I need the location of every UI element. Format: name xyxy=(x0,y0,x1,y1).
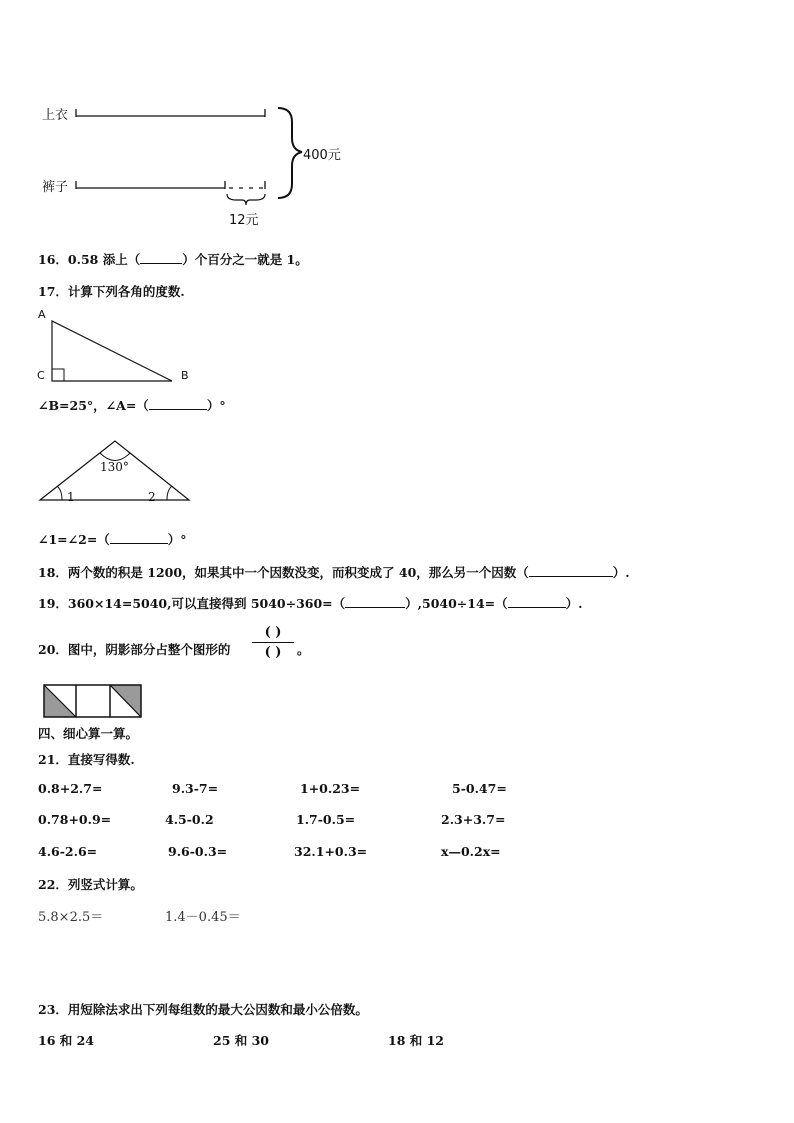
q23-item: 25 和 30 xyxy=(213,1033,269,1048)
q21-item: 1+0.23= xyxy=(300,781,361,796)
q16-suffix: ）个百分之一就是 1。 xyxy=(182,252,308,267)
q21-item: 0.8+2.7= xyxy=(38,781,103,796)
q19-suffix: ）. xyxy=(565,596,583,611)
q21-item: 2.3+3.7= xyxy=(441,812,506,827)
q17-line1-prefix: ∠B=25°，∠A=（ xyxy=(38,398,149,413)
q21-item: 9.6-0.3= xyxy=(168,844,228,859)
q21-item: 0.78+0.9= xyxy=(38,812,112,827)
vertex-a-label: A xyxy=(38,308,46,321)
q19-middle: ）,5040÷14=（ xyxy=(405,596,508,611)
q20-end: 。 xyxy=(297,642,310,657)
q20-numerator: ( ) xyxy=(264,625,282,640)
q22-expression-1: 5.8×2.5＝ xyxy=(38,910,104,925)
pants-label: 裤子 xyxy=(42,180,69,195)
angle-130-label: 130° xyxy=(100,460,129,474)
q16-prefix: 16．0.58 添上（ xyxy=(38,252,141,267)
q21-item: 32.1+0.3= xyxy=(294,844,368,859)
q21-item: 5-0.47= xyxy=(452,781,507,796)
q17-line1-suffix: ）° xyxy=(206,398,226,413)
q19-prefix: 19．360×14=5040,可以直接得到 5040÷360=（ xyxy=(38,596,346,611)
section-4-title: 四、细心算一算。 xyxy=(38,726,139,741)
q23-item: 18 和 12 xyxy=(388,1033,444,1048)
question-17-title: 17．计算下列各角的度数. xyxy=(38,284,185,299)
vertex-b-label: B xyxy=(181,369,189,382)
question-21-title: 21．直接写得数. xyxy=(38,752,135,767)
q20-denominator: ( ) xyxy=(264,645,282,660)
q21-item: 1.7-0.5= xyxy=(296,812,356,827)
angle-2-label: 2 xyxy=(148,490,156,504)
shirt-label: 上衣 xyxy=(42,108,69,123)
q17-line2-prefix: ∠1=∠2=（ xyxy=(38,532,110,547)
q21-item: 4.5-0.2 xyxy=(165,812,214,827)
q22-expression-2: 1.4－0.45＝ xyxy=(165,910,241,925)
question-20-text: 20．图中，阴影部分占整个图形的 xyxy=(38,642,231,657)
q18-suffix: ）. xyxy=(612,565,630,580)
q21-item: x—0.2x= xyxy=(441,844,501,859)
angle-1-label: 1 xyxy=(67,490,75,504)
q18-prefix: 18．两个数的积是 1200，如果其中一个因数没变，而积变成了 40，那么另一个因数（ xyxy=(38,565,529,580)
vertex-c-label: C xyxy=(37,369,45,382)
question-22-title: 22．列竖式计算。 xyxy=(38,877,143,892)
total-price-label: 400元 xyxy=(303,148,341,163)
q21-item: 9.3-7= xyxy=(172,781,219,796)
question-23-title: 23．用短除法求出下列每组数的最大公因数和最小公倍数。 xyxy=(38,1002,368,1017)
difference-label: 12元 xyxy=(229,213,259,228)
q21-item: 4.6-2.6= xyxy=(38,844,98,859)
q17-line2-suffix: ）° xyxy=(167,532,187,547)
q23-item: 16 和 24 xyxy=(38,1033,94,1048)
